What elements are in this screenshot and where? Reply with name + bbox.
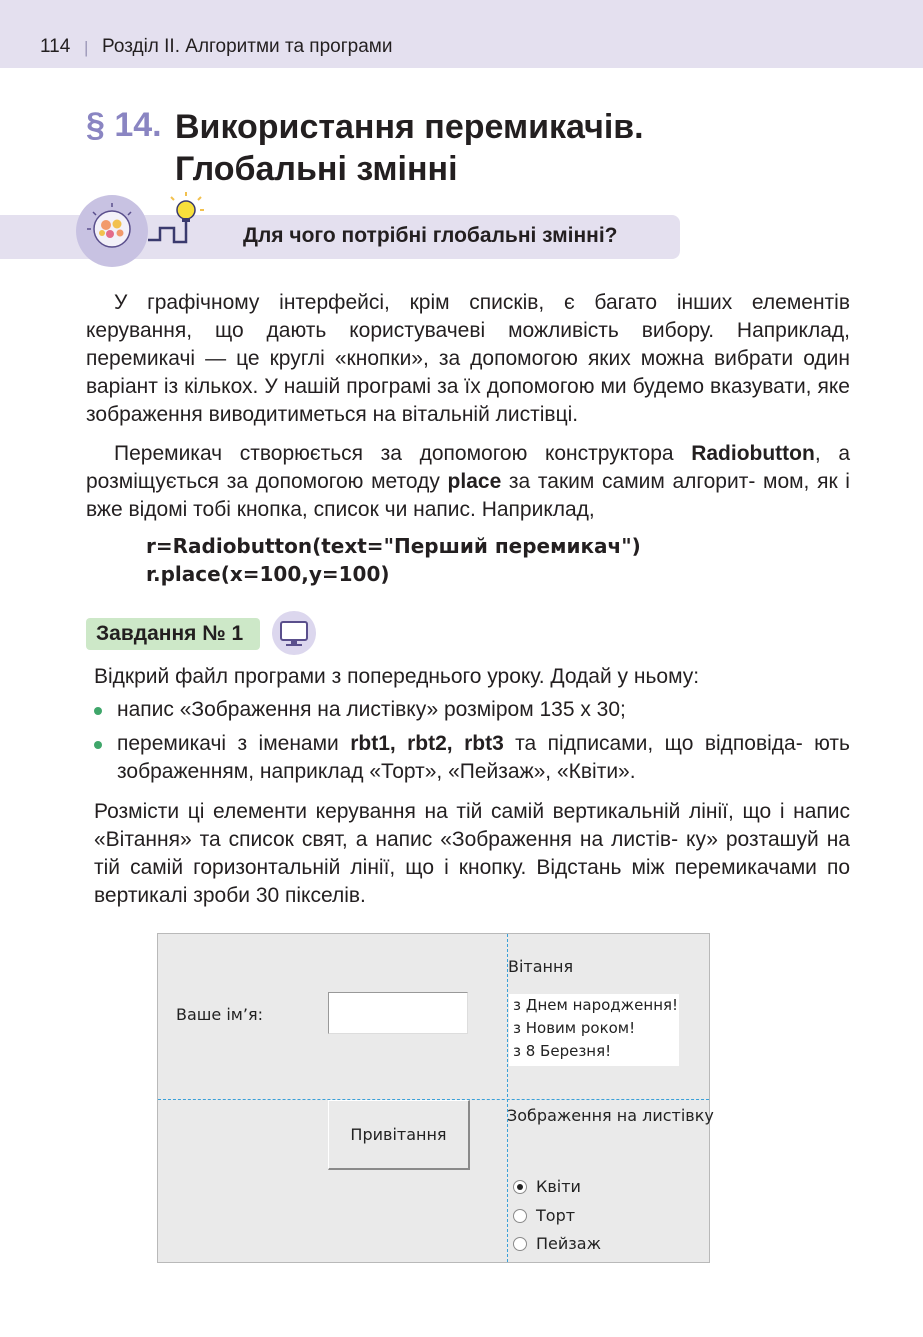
task-intro: Відкрий файл програми з попереднього уроку. Додай у ньому: <box>94 665 700 688</box>
computer-monitor-icon <box>272 611 316 655</box>
page-number: 114 <box>40 36 71 57</box>
list-item[interactable]: з 8 Березня! <box>513 1042 612 1060</box>
code-line-1: r=Radiobutton(text="Перший перемикач") <box>146 534 641 558</box>
radio-landscape-label[interactable]: Пейзаж <box>536 1234 601 1253</box>
bullet-icon <box>94 741 102 749</box>
holiday-listbox[interactable] <box>509 994 679 1066</box>
section-number: § 14. <box>86 106 162 144</box>
radio-cake-label[interactable]: Торт <box>536 1206 576 1225</box>
name-label: Ваше ім’я: <box>176 1005 263 1024</box>
radio-flowers-label[interactable]: Квіти <box>536 1177 581 1196</box>
chapter-title: Розділ ІІ. Алгоритми та програми <box>102 36 393 57</box>
bullet-icon <box>94 707 102 715</box>
vertical-guide-line <box>507 934 508 1262</box>
list-item[interactable]: з Днем народження! <box>513 996 679 1014</box>
task-outro: Розмісти ці елементи керування на тій самій вертикальній лінії, що і напис «Вітання» та список свят, а напис «Зображення на листів- ку» розташуй на тій самій горизонтальній лінії, що і кнопку. Відстань між перемикачами по вертикалі зроби 30 пікселів. <box>94 800 851 907</box>
header-separator: | <box>84 38 89 57</box>
demo-window <box>157 933 714 1263</box>
brain-icon <box>76 195 148 267</box>
radio-flowers[interactable] <box>513 1180 527 1194</box>
radio-cake[interactable] <box>513 1209 527 1223</box>
image-label: Зображення на листівку <box>507 1106 714 1125</box>
radiobutton-paragraph: Перемикач створюється за допомогою конструктора Radiobutton, а розміщується за допомогою методу place за таким самим алгорит- мом, як і вже відомі тобі кнопка, список чи напис. Наприклад, <box>86 442 850 521</box>
radiobutton-keyword: Radiobutton <box>691 442 815 465</box>
section-title-line1: Використання перемикачів. <box>175 108 644 146</box>
section-title <box>175 106 644 190</box>
task-label: Завдання № 1 <box>96 622 244 645</box>
lightbulb-icon <box>140 190 210 250</box>
place-keyword: place <box>447 470 502 493</box>
greeting-button[interactable]: Привітання <box>328 1100 470 1170</box>
question-text: Для чого потрібні глобальні змінні? <box>243 224 618 247</box>
greeting-label: Вітання <box>508 957 574 976</box>
section-title-line2: Глобальні змінні <box>175 150 458 188</box>
list-item[interactable]: з Новим роком! <box>513 1019 636 1037</box>
radio-landscape[interactable] <box>513 1237 527 1251</box>
name-input[interactable] <box>328 992 468 1034</box>
task-bullet-1: напис «Зображення на листівку» розміром 135 x 30; <box>117 698 626 721</box>
code-line-2: r.place(x=100,y=100) <box>146 562 390 586</box>
intro-paragraph: У графічному інтерфейсі, крім списків, є багато інших елементів керування, що дають користувачеві можливість вибору. Наприклад, перемикачі — це круглі «кнопки», за допомогою яких можна вибрати один варіант із кількох. У нашій програмі за їх допомогою ми будемо вказувати, яке зображення виводитиметься на вітальній листівці. <box>86 291 850 426</box>
task-bullet-2: перемикачі з іменами rbt1, rbt2, rbt3 та підписами, що відповіда- ють зображенням, наприклад «Торт», «Пейзаж», «Квіти». <box>117 732 850 783</box>
radiobutton-names: rbt1, rbt2, rbt3 <box>350 732 504 755</box>
